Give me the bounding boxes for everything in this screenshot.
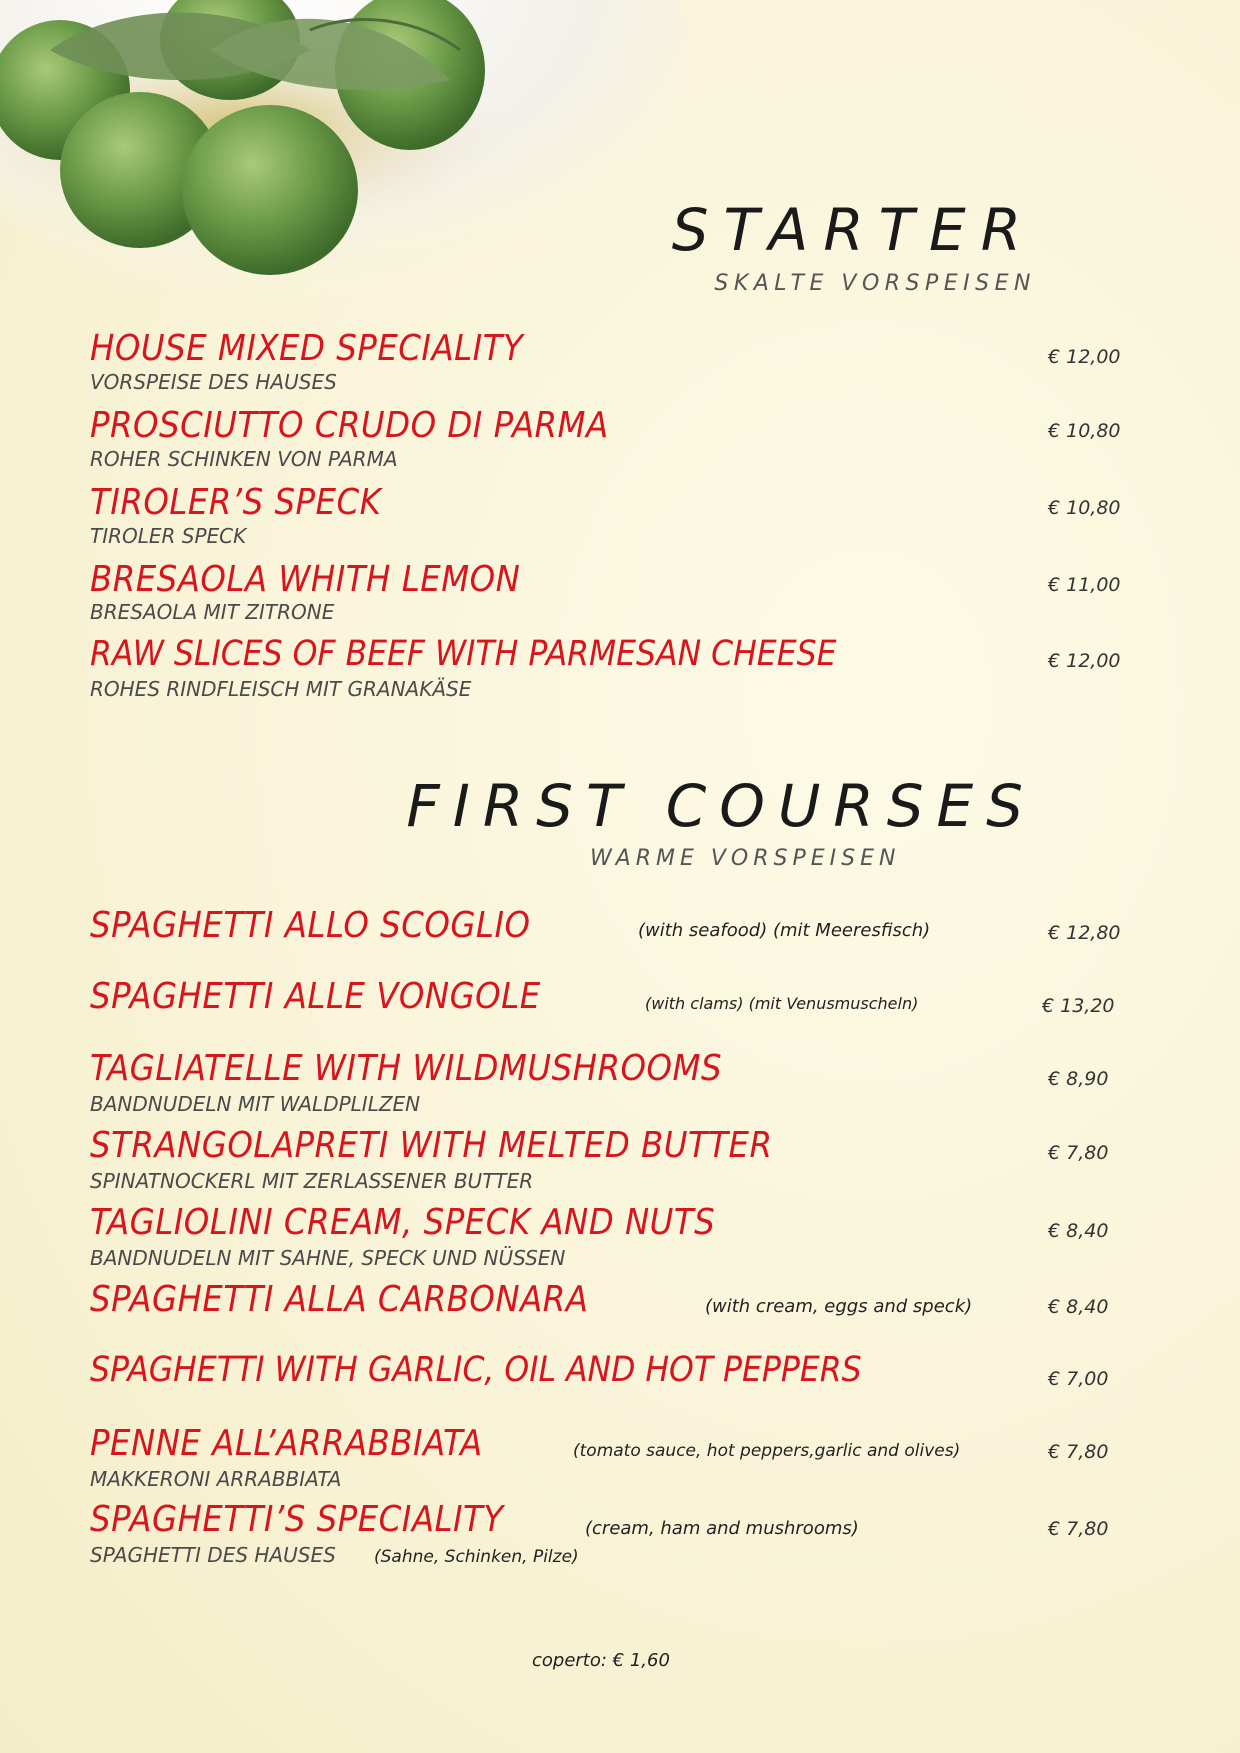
dish-subtitle: BRESAOLA MIT ZITRONE bbox=[90, 600, 335, 624]
dish-subtitle: BANDNUDELN MIT SAHNE, SPECK UND NÜSSEN bbox=[90, 1246, 566, 1270]
dish-subtitle: SPINATNOCKERL MIT ZERLASSENER BUTTER bbox=[90, 1169, 534, 1193]
dish-name: TAGLIATELLE WITH WILDMUSHROOMS bbox=[90, 1048, 723, 1089]
dish-subtitle-note: (Sahne, Schinken, Pilze) bbox=[374, 1547, 579, 1567]
dish-price: € 10,80 bbox=[1048, 420, 1121, 442]
dish-price: € 13,20 bbox=[1042, 995, 1115, 1017]
dish-name: TIROLER’S SPECK bbox=[90, 482, 382, 523]
dish-price: € 7,00 bbox=[1048, 1368, 1109, 1390]
dish-price: € 10,80 bbox=[1048, 497, 1121, 519]
dish-price: € 12,00 bbox=[1048, 346, 1121, 368]
dish-name: RAW SLICES OF BEEF WITH PARMESAN CHEESE bbox=[90, 634, 837, 674]
dish-price: € 12,00 bbox=[1048, 650, 1121, 672]
dish-name: SPAGHETTI’S SPECIALITY bbox=[90, 1499, 504, 1540]
starter-subtitle: SKALTE VORSPEISEN bbox=[714, 271, 1036, 296]
coperto-note: coperto: € 1,60 bbox=[532, 1650, 670, 1671]
first-courses-title: FIRST COURSES bbox=[406, 772, 1036, 840]
dish-subtitle: VORSPEISE DES HAUSES bbox=[90, 370, 337, 394]
dish-price: € 8,90 bbox=[1048, 1068, 1109, 1090]
spinach-dumplings-photo bbox=[0, 0, 700, 300]
dish-price: € 12,80 bbox=[1048, 922, 1121, 944]
dish-price: € 7,80 bbox=[1048, 1142, 1109, 1164]
dish-name: SPAGHETTI WITH GARLIC, OIL AND HOT PEPPERS bbox=[90, 1350, 862, 1390]
dish-note: (tomato sauce, hot peppers,garlic and olives) bbox=[573, 1441, 961, 1461]
dish-name: SPAGHETTI ALLE VONGOLE bbox=[90, 976, 541, 1017]
dish-note: (cream, ham and mushrooms) bbox=[585, 1518, 859, 1539]
dish-subtitle: TIROLER SPECK bbox=[90, 524, 247, 548]
dish-note: (with seafood) (mit Meeresfisch) bbox=[638, 920, 931, 941]
starter-title: STARTER bbox=[671, 196, 1036, 264]
dish-subtitle: BANDNUDELN MIT WALDPLILZEN bbox=[90, 1092, 421, 1116]
dish-note: (with cream, eggs and speck) bbox=[705, 1296, 973, 1317]
dish-price: € 7,80 bbox=[1048, 1441, 1109, 1463]
dish-name: BRESAOLA WHITH LEMON bbox=[90, 559, 521, 600]
dish-subtitle: MAKKERONI ARRABBIATA bbox=[90, 1467, 342, 1491]
dish-name: PENNE ALL’ARRABBIATA bbox=[90, 1423, 483, 1464]
dish-name: HOUSE MIXED SPECIALITY bbox=[90, 328, 524, 369]
dish-name: SPAGHETTI ALLA CARBONARA bbox=[90, 1279, 589, 1320]
dish-subtitle: ROHER SCHINKEN VON PARMA bbox=[90, 447, 398, 471]
dish-subtitle: ROHES RINDFLEISCH MIT GRANAKÄSE bbox=[90, 677, 472, 701]
dish-price: € 7,80 bbox=[1048, 1518, 1109, 1540]
dish-name: PROSCIUTTO CRUDO DI PARMA bbox=[90, 405, 609, 446]
dish-price: € 8,40 bbox=[1048, 1296, 1109, 1318]
dish-name: STRANGOLAPRETI WITH MELTED BUTTER bbox=[90, 1125, 773, 1166]
dish-name: TAGLIOLINI CREAM, SPECK AND NUTS bbox=[90, 1202, 716, 1243]
dish-subtitle: SPAGHETTI DES HAUSES bbox=[90, 1543, 336, 1567]
dish-name: SPAGHETTI ALLO SCOGLIO bbox=[90, 905, 531, 946]
dish-price: € 8,40 bbox=[1048, 1220, 1109, 1242]
dish-price: € 11,00 bbox=[1048, 574, 1121, 596]
dish-note: (with clams) (mit Venusmuscheln) bbox=[645, 994, 919, 1013]
first-courses-subtitle: WARME VORSPEISEN bbox=[590, 846, 901, 871]
